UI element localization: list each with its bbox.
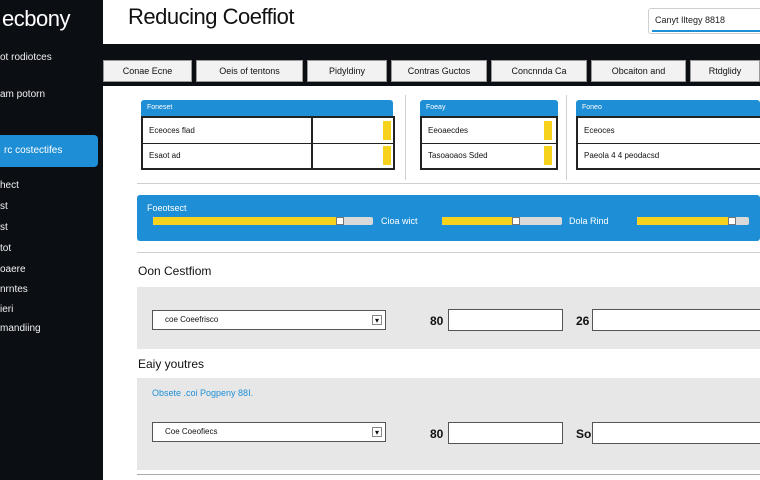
card-value-column[interactable]	[311, 118, 313, 168]
slider-fill	[442, 217, 516, 225]
tab[interactable]: Conae Ecne	[103, 60, 192, 82]
field-label: So	[576, 427, 592, 441]
value-input[interactable]	[448, 309, 563, 331]
sidebar-item[interactable]: tot	[0, 243, 12, 254]
tab[interactable]: Concnnda Ca	[491, 60, 587, 82]
sidebar	[0, 0, 103, 480]
sidebar-item[interactable]: ieri	[0, 304, 14, 315]
sidebar-item[interactable]: st	[0, 201, 8, 212]
card-title: Foeay	[420, 100, 558, 116]
section-title: Eaiy youtres	[138, 357, 205, 371]
slider-label: Dola Rind	[569, 216, 609, 226]
summary-card	[576, 100, 760, 170]
summary-card	[141, 100, 395, 170]
divider	[137, 183, 760, 184]
card-body	[576, 116, 760, 170]
search-focus-underline	[652, 30, 760, 32]
card-row-label: Paeola 4 4 peodacsd	[584, 151, 660, 160]
search-input[interactable]: Canyt Iltegy 8818	[648, 8, 760, 34]
value-indicator	[544, 146, 552, 165]
sidebar-item-active[interactable]: rc costectifes	[0, 135, 98, 167]
card-title: Foneo	[576, 100, 760, 116]
chevron-down-icon[interactable]: ▾	[372, 315, 382, 325]
value-indicator	[383, 146, 391, 165]
slider-panel-title: Foeotsect	[147, 203, 187, 213]
divider	[137, 252, 760, 253]
card-divider	[578, 143, 760, 144]
sidebar-item[interactable]: oaere	[0, 264, 26, 275]
value-indicator	[544, 121, 552, 140]
slider-fill	[153, 217, 340, 225]
tab[interactable]: Obcaiton and	[591, 60, 686, 82]
brand-logo: ecbony	[2, 6, 70, 31]
sidebar-item[interactable]: hect	[0, 180, 19, 191]
card-divider	[143, 143, 393, 144]
card-divider	[422, 143, 556, 144]
card-title: Foneset	[141, 100, 393, 116]
tab[interactable]: Oeis of tentons	[196, 60, 303, 82]
card-row-label: Eceoces flad	[149, 126, 195, 135]
slider-track[interactable]	[442, 217, 562, 225]
sidebar-item[interactable]: mandiing	[0, 323, 41, 334]
tab[interactable]: Pidyldiny	[307, 60, 387, 82]
value-input[interactable]	[592, 309, 760, 331]
slider-handle[interactable]	[512, 217, 520, 225]
tab[interactable]: Contras Guctos	[391, 60, 487, 82]
summary-card	[420, 100, 558, 170]
slider-handle[interactable]	[336, 217, 344, 225]
coefficient-select[interactable]	[152, 422, 386, 442]
chevron-down-icon[interactable]: ▾	[372, 427, 382, 437]
section-link[interactable]: Obsete .coi Pogpeny 88I.	[152, 388, 254, 398]
field-label: 80	[430, 314, 444, 328]
sidebar-item[interactable]: st	[0, 222, 8, 233]
section-title: Oon Cestfiom	[138, 264, 212, 278]
slider-label: Cioa wict	[381, 216, 418, 226]
tab[interactable]: Rtdglidy	[690, 60, 760, 82]
field-label: 26	[576, 314, 590, 328]
card-body	[141, 116, 395, 170]
card-row-label: Esaot ad	[149, 151, 181, 160]
divider	[405, 95, 406, 180]
sidebar-item[interactable]: ot rodiotces	[0, 52, 52, 63]
sidebar-item[interactable]: am potorn	[0, 89, 46, 100]
card-row-label: Eceoces	[584, 126, 615, 135]
select-value: Coe Coeofiecs	[165, 427, 218, 436]
coefficient-select[interactable]	[152, 310, 386, 330]
slider-panel	[137, 195, 760, 241]
card-row-label: Eeoaecdes	[428, 126, 469, 135]
select-value: coe Coeefrisco	[165, 315, 219, 324]
page-title: Reducing Coeffiot	[128, 4, 294, 29]
card-row-label: Tasoaoaos Sded	[428, 151, 488, 160]
divider	[137, 474, 760, 475]
divider	[566, 95, 567, 180]
slider-fill	[637, 217, 732, 225]
card-body	[420, 116, 558, 170]
sidebar-item[interactable]: nrntes	[0, 284, 28, 295]
field-label: 80	[430, 427, 444, 441]
slider-handle[interactable]	[728, 217, 736, 225]
value-input[interactable]	[448, 422, 563, 444]
value-input[interactable]	[592, 422, 760, 444]
value-indicator	[383, 121, 391, 140]
